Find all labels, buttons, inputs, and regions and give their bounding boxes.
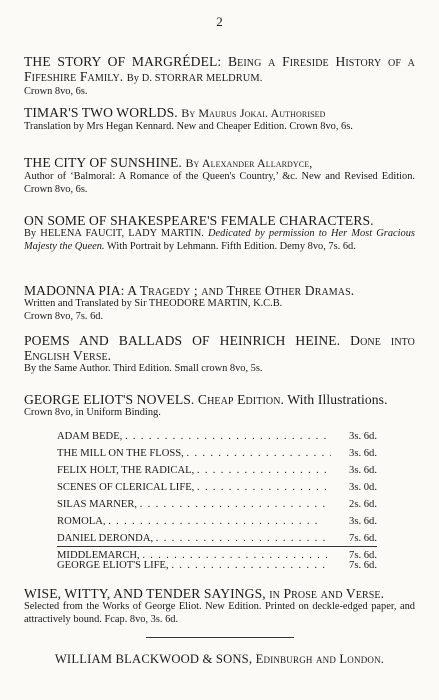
novel-price: 3s. 6d. (349, 448, 377, 459)
novel-price: 7s. 6d. (349, 533, 377, 544)
publisher-place: Edinburgh and London. (255, 652, 385, 666)
novel-price: 2s. 6d. (349, 499, 377, 510)
novel-title: ADAM BEDE, (57, 431, 123, 442)
book-author: By HELENA FAUCIT, LADY MARTIN. (24, 228, 204, 239)
book-details: Selected from the Works of George Eliot. New Edition. Printed on deckle-edged paper, and attractively bound. Fcap. 8vo, 3s. 6d. (24, 601, 415, 625)
leader-dots (184, 445, 331, 462)
catalogue-entry-shakespeare (24, 213, 415, 253)
book-author: By D. STORRAR MELDRUM. (126, 73, 263, 84)
life-price-row (57, 557, 377, 574)
novel-title: MIDDLEMARCH, (57, 550, 140, 561)
list-item (57, 445, 377, 462)
list-item (57, 479, 377, 496)
novel-title: SCENES OF CLERICAL LIFE, (57, 482, 195, 493)
novel-title: SILAS MARNER, (57, 499, 138, 510)
catalogue-entry-madonna-pia (24, 283, 415, 323)
leader-dots (122, 428, 331, 445)
book-byline: Written and Translated by Sir THEODORE MARTIN, K.C.B. (24, 298, 283, 309)
novel-title: FELIX HOLT, THE RADICAL, (57, 465, 195, 476)
book-title: THE CITY OF SUNSHINE. (24, 155, 182, 170)
leader-dots (137, 496, 331, 513)
book-subtitle: Cheap Edition. (197, 392, 285, 407)
book-dedication: Dedicated by permission to Her Most Gracious Majesty the Queen. (24, 228, 415, 252)
book-subtitle: : A Tragedy ; and Three Other Dramas. (120, 283, 355, 298)
novel-title: DANIEL DERONDA, (57, 533, 154, 544)
book-details: Crown 8vo, 7s. 6d. (24, 310, 104, 322)
book-title: POEMS AND BALLADS OF HEINRICH HEINE. (24, 333, 341, 348)
novel-price: 7s. 6d. (349, 550, 377, 561)
book-details: With Portrait by Lehmann. Fifth Edition. Demy 8vo, 7s. 6d. (106, 240, 356, 252)
book-details: Crown 8vo, in Uniform Binding. (24, 407, 161, 418)
book-details: Translation by Mrs Hegan Kennard. New and Cheaper Edition. Crown 8vo, 6s. (24, 121, 353, 132)
novel-title: GEORGE ELIOT'S LIFE, (57, 560, 169, 571)
book-title: GEORGE ELIOT'S NOVELS. (24, 392, 195, 407)
book-byline: By Alexander Allardyce, (185, 156, 313, 170)
novel-price: 3s. 0d. (349, 482, 377, 493)
catalogue-entry-wise-witty (24, 586, 415, 626)
book-details: By the Same Author. Third Edition. Small crown 8vo, 5s. (24, 363, 263, 374)
list-item (57, 462, 377, 479)
book-title: ON SOME OF SHAKESPEARE'S FEMALE CHARACTERS. (24, 213, 374, 228)
leader-dots (153, 530, 331, 547)
leader-dots (106, 513, 331, 530)
list-item (57, 428, 377, 445)
page-number: 2 (216, 14, 223, 29)
book-title: WISE, WITTY, AND TENDER SAYINGS, (24, 586, 266, 601)
book-title: THE STORY OF MARGRÉDEL (24, 54, 218, 69)
leader-dots (169, 557, 331, 574)
divider (146, 637, 294, 638)
list-item (57, 557, 377, 574)
list-item (57, 496, 377, 513)
book-subtitle: Done into English Verse. (24, 333, 416, 363)
novels-price-list (57, 428, 377, 564)
catalogue-entry-margredel (24, 54, 415, 98)
novel-title: THE MILL ON THE FLOSS, (57, 448, 184, 459)
catalogue-entry-timar (24, 105, 415, 134)
catalogue-entry-city-of-sunshine (24, 155, 415, 196)
novel-price: 7s. 6d. (349, 560, 377, 571)
catalogue-entry-heine (24, 333, 415, 376)
book-title: TIMAR'S TWO WORLDS. (24, 105, 178, 120)
leader-dots (194, 479, 331, 496)
book-title: MADONNA PIA (24, 283, 121, 298)
list-item (57, 530, 377, 547)
leader-dots (194, 462, 331, 479)
book-details: Author of ‘Balmoral: A Romance of the Queen's Country,’ &c. New and Revised Edition. Crown 8vo, 6s. (24, 171, 415, 195)
divider (57, 546, 377, 547)
publisher-name: WILLIAM BLACKWOOD & SONS, (54, 652, 253, 666)
list-item (57, 513, 377, 530)
book-details-head: With Illustrations. (287, 392, 388, 407)
novel-price: 3s. 6d. (349, 465, 377, 476)
novel-price: 3s. 6d. (349, 431, 377, 442)
book-details: Crown 8vo, 6s. (24, 85, 88, 97)
book-subtitle: : Being a Fireside History of a Fifeshire Family. (24, 54, 416, 84)
catalogue-entry-eliot-novels (24, 392, 415, 420)
publisher-imprint (0, 652, 439, 667)
book-byline: By Maurus Jokai. Authorised (181, 106, 326, 120)
novel-title: ROMOLA, (57, 516, 106, 527)
novel-price: 3s. 6d. (349, 516, 377, 527)
book-subtitle: in Prose and Verse. (269, 586, 385, 601)
